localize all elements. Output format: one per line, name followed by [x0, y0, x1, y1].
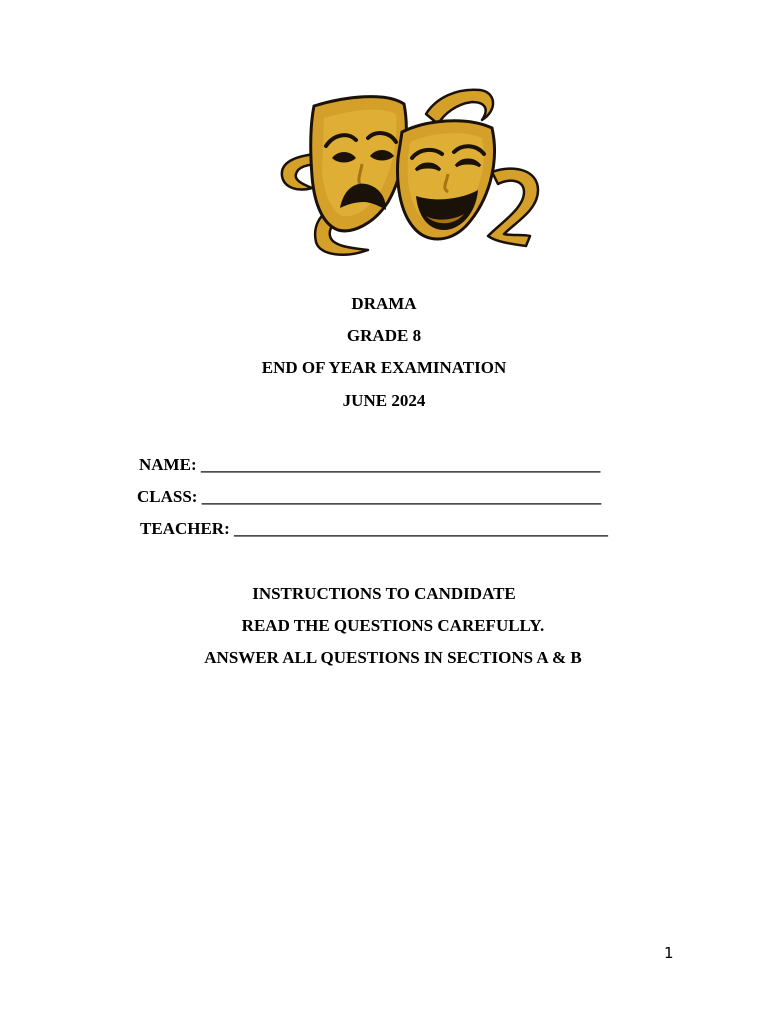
tragedy-mask	[311, 97, 407, 231]
subject-title: DRAMA	[351, 294, 417, 313]
grade-title: GRADE 8	[346, 326, 422, 345]
comedy-mask	[398, 121, 495, 239]
instruction-line-2: ANSWER ALL QUESTIONS IN SECTIONS A & B	[204, 648, 582, 667]
instruction-line-1: READ THE QUESTIONS CAREFULLY.	[241, 616, 545, 635]
comedy-tragedy-masks-icon	[276, 84, 544, 262]
exam-date: JUNE 2024	[342, 391, 426, 410]
teacher-field: TEACHER: ____________________________________________	[140, 519, 608, 538]
instructions-heading: INSTRUCTIONS TO CANDIDATE	[252, 584, 516, 603]
class-field: CLASS: _______________________________________________	[137, 487, 602, 506]
page-number: 1	[664, 944, 674, 962]
exam-title: END OF YEAR EXAMINATION	[261, 358, 507, 377]
name-field: NAME: _______________________________________________	[139, 455, 601, 474]
